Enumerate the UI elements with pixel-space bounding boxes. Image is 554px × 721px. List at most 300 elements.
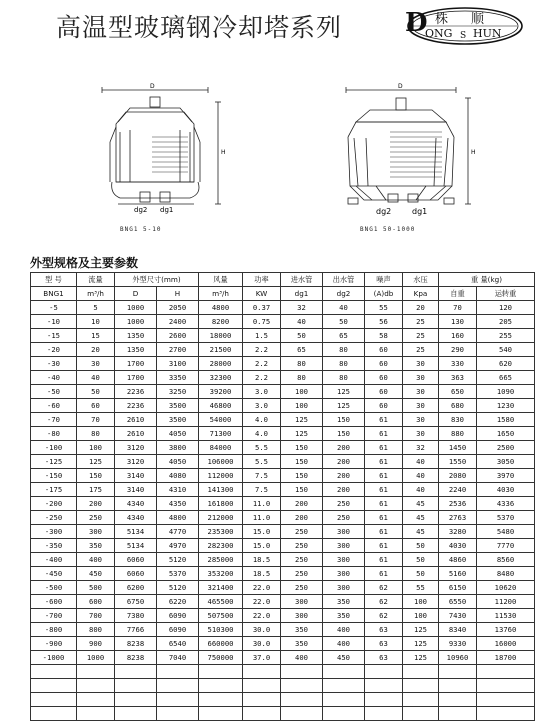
table-cell: 80: [323, 371, 365, 385]
table-cell: [323, 693, 365, 707]
table-cell: 10: [77, 315, 115, 329]
dim-d-label-large: D: [398, 83, 403, 90]
table-cell: 0.75: [243, 315, 281, 329]
table-cell: 61: [365, 455, 403, 469]
table-cell: 61: [365, 441, 403, 455]
table-cell: 80: [323, 357, 365, 371]
table-cell: 150: [281, 455, 323, 469]
dim-h-label: H: [221, 149, 226, 156]
header-model: 型 号: [31, 273, 77, 287]
header-outlet: 出水管: [323, 273, 365, 287]
table-cell: -40: [31, 371, 77, 385]
table-cell: 2050: [157, 301, 199, 315]
table-cell: 1090: [477, 385, 535, 399]
table-cell: 55: [403, 581, 439, 595]
table-cell: 250: [77, 511, 115, 525]
table-row: [31, 595, 535, 609]
table-cell: 30: [77, 357, 115, 371]
table-cell: 3050: [477, 455, 535, 469]
header-weight: 重 量(kg): [439, 273, 535, 287]
table-cell: 2500: [477, 441, 535, 455]
table-row: [31, 693, 535, 707]
logo-en-ong: ONG: [425, 27, 453, 40]
table-cell: [157, 679, 199, 693]
table-cell: 30: [403, 385, 439, 399]
table-cell: 25: [403, 343, 439, 357]
table-cell: 900: [77, 637, 115, 651]
table-cell: 21500: [199, 343, 243, 357]
table-cell: [243, 665, 281, 679]
table-cell: [199, 665, 243, 679]
table-cell: 4050: [157, 427, 199, 441]
table-cell: 400: [323, 623, 365, 637]
table-cell: 200: [281, 497, 323, 511]
table-cell: 400: [323, 637, 365, 651]
table-cell: 30: [403, 371, 439, 385]
table-cell: 1000: [115, 301, 157, 315]
table-cell: [115, 665, 157, 679]
table-cell: [243, 679, 281, 693]
cooling-tower-small-icon: [90, 82, 230, 232]
table-cell: -800: [31, 623, 77, 637]
table-row: [31, 315, 535, 329]
table-cell: 800: [77, 623, 115, 637]
table-cell: 3350: [157, 371, 199, 385]
table-cell: 65: [281, 343, 323, 357]
table-cell: 350: [323, 595, 365, 609]
table-cell: 200: [323, 469, 365, 483]
table-cell: [77, 665, 115, 679]
table-cell: 880: [439, 427, 477, 441]
table-cell: 3140: [115, 469, 157, 483]
table-cell: 60: [365, 343, 403, 357]
header-power: 功率: [243, 273, 281, 287]
table-row: [31, 455, 535, 469]
table-cell: 4050: [157, 455, 199, 469]
table-cell: [281, 665, 323, 679]
table-cell: 37.0: [243, 651, 281, 665]
table-cell: 6090: [157, 609, 199, 623]
table-cell: 300: [77, 525, 115, 539]
table-cell: 61: [365, 497, 403, 511]
table-cell: 2.2: [243, 343, 281, 357]
table-cell: 250: [323, 511, 365, 525]
header-inlet-unit: dg1: [281, 287, 323, 301]
table-cell: 160: [439, 329, 477, 343]
table-row: [31, 427, 535, 441]
table-cell: 300: [323, 567, 365, 581]
table-cell: -5: [31, 301, 77, 315]
table-cell: 6550: [439, 595, 477, 609]
table-cell: 45: [403, 497, 439, 511]
table-cell: 11.0: [243, 497, 281, 511]
table-cell: -50: [31, 385, 77, 399]
table-cell: [31, 707, 77, 721]
table-cell: -80: [31, 427, 77, 441]
table-cell: 7040: [157, 651, 199, 665]
table-cell: 7770: [477, 539, 535, 553]
table-cell: 61: [365, 511, 403, 525]
table-cell: -15: [31, 329, 77, 343]
table-cell: [365, 679, 403, 693]
table-cell: -125: [31, 455, 77, 469]
logo-cn-left: 株: [435, 12, 449, 27]
table-cell: 660000: [199, 637, 243, 651]
table-cell: 4800: [157, 511, 199, 525]
dim-d-label: D: [150, 83, 155, 90]
spec-table: [30, 272, 535, 721]
table-cell: 1700: [115, 357, 157, 371]
table-cell: -450: [31, 567, 77, 581]
table-cell: 7380: [115, 609, 157, 623]
table-cell: 5480: [477, 525, 535, 539]
table-cell: 60: [365, 385, 403, 399]
table-cell: [477, 693, 535, 707]
table-cell: 8560: [477, 553, 535, 567]
table-cell: 22.0: [243, 609, 281, 623]
table-cell: 1000: [77, 651, 115, 665]
table-cell: 1650: [477, 427, 535, 441]
table-cell: 100: [281, 385, 323, 399]
table-cell: 40: [323, 301, 365, 315]
table-cell: [115, 693, 157, 707]
table-row: [31, 357, 535, 371]
table-cell: 63: [365, 651, 403, 665]
table-cell: 300: [323, 553, 365, 567]
tower-diagram-large: [336, 82, 486, 230]
table-cell: 32300: [199, 371, 243, 385]
table-cell: 1580: [477, 413, 535, 427]
table-cell: [477, 679, 535, 693]
table-cell: 61: [365, 469, 403, 483]
table-cell: 45: [403, 525, 439, 539]
table-cell: 830: [439, 413, 477, 427]
table-row: [31, 469, 535, 483]
table-cell: 40: [403, 483, 439, 497]
table-cell: 3500: [157, 413, 199, 427]
header-h: H: [157, 287, 199, 301]
table-cell: -900: [31, 637, 77, 651]
table-cell: 6060: [115, 553, 157, 567]
table-cell: 150: [77, 469, 115, 483]
table-cell: 2536: [439, 497, 477, 511]
table-cell: 80: [77, 427, 115, 441]
table-cell: 125: [77, 455, 115, 469]
dg-out-label: dg2: [134, 206, 148, 214]
table-cell: 0.37: [243, 301, 281, 315]
table-cell: 255: [477, 329, 535, 343]
table-cell: [281, 693, 323, 707]
table-cell: 45: [403, 511, 439, 525]
dg-in-label: dg1: [160, 206, 174, 214]
table-cell: 62: [365, 609, 403, 623]
table-cell: 4350: [157, 497, 199, 511]
table-cell: 6150: [439, 581, 477, 595]
table-row: [31, 679, 535, 693]
table-cell: 150: [281, 469, 323, 483]
table-cell: 4970: [157, 539, 199, 553]
table-cell: 2610: [115, 413, 157, 427]
table-cell: 61: [365, 539, 403, 553]
table-cell: 3280: [439, 525, 477, 539]
table-cell: 32: [281, 301, 323, 315]
table-row: [31, 609, 535, 623]
table-cell: 71300: [199, 427, 243, 441]
header-noise-unit: (A)db: [365, 287, 403, 301]
table-cell: 350: [281, 637, 323, 651]
spec-table-body: [31, 301, 535, 721]
table-cell: 2700: [157, 343, 199, 357]
table-cell: 3800: [157, 441, 199, 455]
table-cell: 300: [323, 581, 365, 595]
table-cell: 3970: [477, 469, 535, 483]
tower-diagram-small: [90, 82, 230, 232]
table-cell: 2.2: [243, 371, 281, 385]
table-cell: -700: [31, 609, 77, 623]
table-cell: 4030: [477, 483, 535, 497]
table-cell: 18.5: [243, 567, 281, 581]
table-cell: -10: [31, 315, 77, 329]
table-cell: 300: [281, 595, 323, 609]
table-cell: 10960: [439, 651, 477, 665]
table-cell: 50: [403, 567, 439, 581]
table-row: [31, 329, 535, 343]
table-cell: 61: [365, 427, 403, 441]
table-cell: 4080: [157, 469, 199, 483]
table-cell: -200: [31, 497, 77, 511]
table-cell: 100: [281, 399, 323, 413]
table-cell: [403, 665, 439, 679]
table-cell: 130: [439, 315, 477, 329]
table-cell: 5160: [439, 567, 477, 581]
table-cell: 507500: [199, 609, 243, 623]
table-cell: 5370: [477, 511, 535, 525]
table-cell: 6060: [115, 567, 157, 581]
page-title: 高温型玻璃钢冷却塔系列: [56, 13, 343, 42]
table-cell: 46800: [199, 399, 243, 413]
table-cell: 150: [281, 483, 323, 497]
table-cell: 141300: [199, 483, 243, 497]
table-cell: 363: [439, 371, 477, 385]
table-cell: 62: [365, 581, 403, 595]
table-cell: [157, 693, 199, 707]
table-cell: 250: [323, 497, 365, 511]
table-row: [31, 525, 535, 539]
table-cell: [31, 679, 77, 693]
table-cell: 10620: [477, 581, 535, 595]
table-cell: 13760: [477, 623, 535, 637]
table-cell: 50: [281, 329, 323, 343]
table-cell: 700: [77, 609, 115, 623]
table-cell: 70: [439, 301, 477, 315]
table-cell: 40: [77, 371, 115, 385]
table-cell: 8480: [477, 567, 535, 581]
table-cell: 32: [403, 441, 439, 455]
table-cell: 330: [439, 357, 477, 371]
table-cell: 5.5: [243, 441, 281, 455]
table-cell: [323, 665, 365, 679]
table-cell: 30.0: [243, 637, 281, 651]
table-cell: 2080: [439, 469, 477, 483]
table-cell: 6090: [157, 623, 199, 637]
table-cell: 125: [281, 427, 323, 441]
table-cell: 39200: [199, 385, 243, 399]
table-cell: 50: [403, 553, 439, 567]
table-cell: 8340: [439, 623, 477, 637]
table-cell: 22.0: [243, 581, 281, 595]
table-cell: 2.2: [243, 357, 281, 371]
table-cell: [31, 693, 77, 707]
table-cell: 1.5: [243, 329, 281, 343]
table-cell: 120: [477, 301, 535, 315]
table-cell: 8238: [115, 651, 157, 665]
table-row: [31, 637, 535, 651]
header-outlet-unit: dg2: [323, 287, 365, 301]
table-cell: 125: [281, 413, 323, 427]
table-cell: 20: [77, 343, 115, 357]
table-cell: 290: [439, 343, 477, 357]
table-row: [31, 581, 535, 595]
table-cell: 50: [77, 385, 115, 399]
table-cell: 250: [281, 525, 323, 539]
table-cell: [323, 707, 365, 721]
table-cell: 200: [323, 455, 365, 469]
table-cell: 4860: [439, 553, 477, 567]
table-cell: 5120: [157, 553, 199, 567]
table-cell: 300: [281, 609, 323, 623]
table-cell: 282300: [199, 539, 243, 553]
table-cell: 5120: [157, 581, 199, 595]
table-cell: 1450: [439, 441, 477, 455]
table-cell: 8238: [115, 637, 157, 651]
table-cell: 4800: [199, 301, 243, 315]
table-cell: 60: [365, 371, 403, 385]
table-cell: 4340: [115, 511, 157, 525]
table-cell: 62: [365, 595, 403, 609]
table-cell: 30: [403, 399, 439, 413]
table-cell: 61: [365, 413, 403, 427]
header-pressure-unit: Kpa: [403, 287, 439, 301]
table-cell: 7.5: [243, 469, 281, 483]
table-cell: 11200: [477, 595, 535, 609]
table-row: [31, 343, 535, 357]
table-cell: 450: [323, 651, 365, 665]
table-cell: 4.0: [243, 427, 281, 441]
table-cell: 400: [281, 651, 323, 665]
header-pressure: 水压: [403, 273, 439, 287]
table-cell: 3.0: [243, 385, 281, 399]
table-cell: 2236: [115, 399, 157, 413]
table-cell: [439, 693, 477, 707]
table-cell: [199, 707, 243, 721]
table-cell: 250: [281, 539, 323, 553]
table-cell: 1700: [115, 371, 157, 385]
table-cell: 2400: [157, 315, 199, 329]
table-cell: 250: [281, 553, 323, 567]
table-cell: [115, 679, 157, 693]
table-cell: 7766: [115, 623, 157, 637]
table-cell: 18.5: [243, 553, 281, 567]
table-cell: 40: [403, 469, 439, 483]
table-cell: 2236: [115, 385, 157, 399]
table-cell: 4336: [477, 497, 535, 511]
header-flow: 流量: [77, 273, 115, 287]
logo-letter-d: D: [405, 8, 428, 38]
table-cell: 18000: [199, 329, 243, 343]
table-cell: -1000: [31, 651, 77, 665]
table-cell: 175: [77, 483, 115, 497]
table-cell: 28000: [199, 357, 243, 371]
table-cell: [243, 707, 281, 721]
table-cell: 15.0: [243, 525, 281, 539]
table-cell: [199, 693, 243, 707]
header-operating-weight: 运转重: [477, 287, 535, 301]
table-cell: 15.0: [243, 539, 281, 553]
header-airflow: 风量: [199, 273, 243, 287]
table-cell: 750000: [199, 651, 243, 665]
table-cell: 3140: [115, 483, 157, 497]
table-cell: 4340: [115, 497, 157, 511]
table-cell: 1350: [115, 343, 157, 357]
table-cell: 63: [365, 637, 403, 651]
table-cell: 3120: [115, 455, 157, 469]
table-cell: 5.5: [243, 455, 281, 469]
table-cell: 300: [323, 539, 365, 553]
header-net-weight: 自重: [439, 287, 477, 301]
table-cell: [477, 665, 535, 679]
table-cell: [439, 665, 477, 679]
table-cell: 30: [403, 413, 439, 427]
table-cell: 50: [403, 539, 439, 553]
table-cell: 80: [281, 371, 323, 385]
dg-out-label-large: dg2: [376, 207, 392, 216]
table-cell: 125: [403, 651, 439, 665]
table-cell: 6540: [157, 637, 199, 651]
table-cell: 161800: [199, 497, 243, 511]
header-noise: 噪声: [365, 273, 403, 287]
table-cell: 665: [477, 371, 535, 385]
table-cell: 400: [77, 553, 115, 567]
table-cell: 4.0: [243, 413, 281, 427]
table-cell: [77, 707, 115, 721]
table-row: [31, 651, 535, 665]
table-cell: [281, 679, 323, 693]
table-cell: 212000: [199, 511, 243, 525]
table-cell: 350: [77, 539, 115, 553]
table-cell: 6200: [115, 581, 157, 595]
table-cell: 2240: [439, 483, 477, 497]
table-cell: 54000: [199, 413, 243, 427]
table-cell: 3100: [157, 357, 199, 371]
table-cell: -500: [31, 581, 77, 595]
table-cell: 350: [281, 623, 323, 637]
table-cell: [31, 665, 77, 679]
table-cell: 510300: [199, 623, 243, 637]
table-row: [31, 511, 535, 525]
diagram-caption-right: BNG1 50-1000: [360, 226, 416, 233]
table-cell: 125: [403, 637, 439, 651]
table-cell: 1230: [477, 399, 535, 413]
table-cell: 250: [281, 581, 323, 595]
table-cell: 285000: [199, 553, 243, 567]
table-cell: 680: [439, 399, 477, 413]
table-cell: 3250: [157, 385, 199, 399]
table-cell: 20: [403, 301, 439, 315]
table-cell: 50: [323, 315, 365, 329]
table-cell: -60: [31, 399, 77, 413]
table-cell: 650: [439, 385, 477, 399]
table-cell: 40: [403, 455, 439, 469]
